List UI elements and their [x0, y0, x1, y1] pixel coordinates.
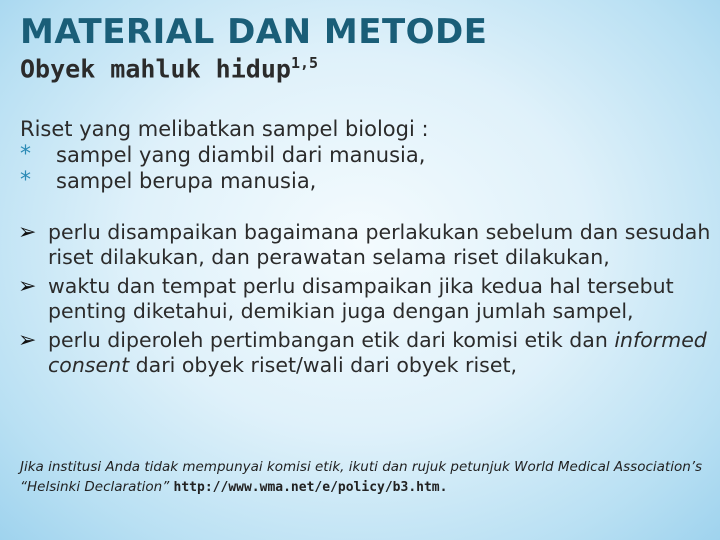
arrow-bullet-icon: ➢ [18, 274, 37, 299]
arrow-bullet-icon: ➢ [18, 220, 37, 245]
bullet-item [18, 328, 714, 378]
bullet-text-suffix: dari obyek riset/wali dari obyek riset, [129, 353, 518, 377]
subtitle-text: Obyek mahluk hidup [20, 54, 291, 84]
bullet-text [48, 328, 714, 378]
footnote-link[interactable]: http://www.wma.net/e/policy/b3.htm. [173, 480, 448, 495]
slide-title: MATERIAL DAN METODE [20, 12, 488, 52]
bullet-item [18, 220, 714, 270]
asterisk-icon: * [20, 168, 31, 193]
list-item [20, 142, 712, 168]
footnote-text: Jika institusi Anda tidak mempunyai komisi etik, ikuti dan rujuk petunjuk World Medical Association’s “Helsinki Declaration” [20, 459, 703, 495]
bullet-text: perlu disampaikan bagaimana perlakukan sebelum dan sesudah riset dilakukan, dan perawatan selama riset dilakukan, [48, 220, 711, 269]
footnote [20, 457, 714, 498]
list-item-text: sampel berupa manusia, [56, 169, 317, 193]
bullet-text-prefix: perlu diperoleh pertimbangan etik dari komisi etik dan [48, 328, 615, 352]
intro-text: Riset yang melibatkan sampel biologi : [20, 117, 429, 141]
asterisk-icon: * [20, 142, 31, 167]
subtitle-reference: 1,5 [290, 54, 319, 72]
arrow-bullet-icon: ➢ [18, 328, 37, 353]
list-item [20, 168, 712, 194]
list-item-text: sampel yang diambil dari manusia, [56, 143, 426, 167]
bullet-item [18, 274, 714, 324]
slide-subtitle [20, 54, 318, 83]
bullet-list [18, 220, 714, 382]
bullet-text-emphasis: informed consent [48, 328, 707, 377]
intro-block [20, 116, 712, 194]
bullet-text: waktu dan tempat perlu disampaikan jika kedua hal tersebut penting diketahui, demikian juga dengan jumlah sampel, [48, 274, 674, 323]
